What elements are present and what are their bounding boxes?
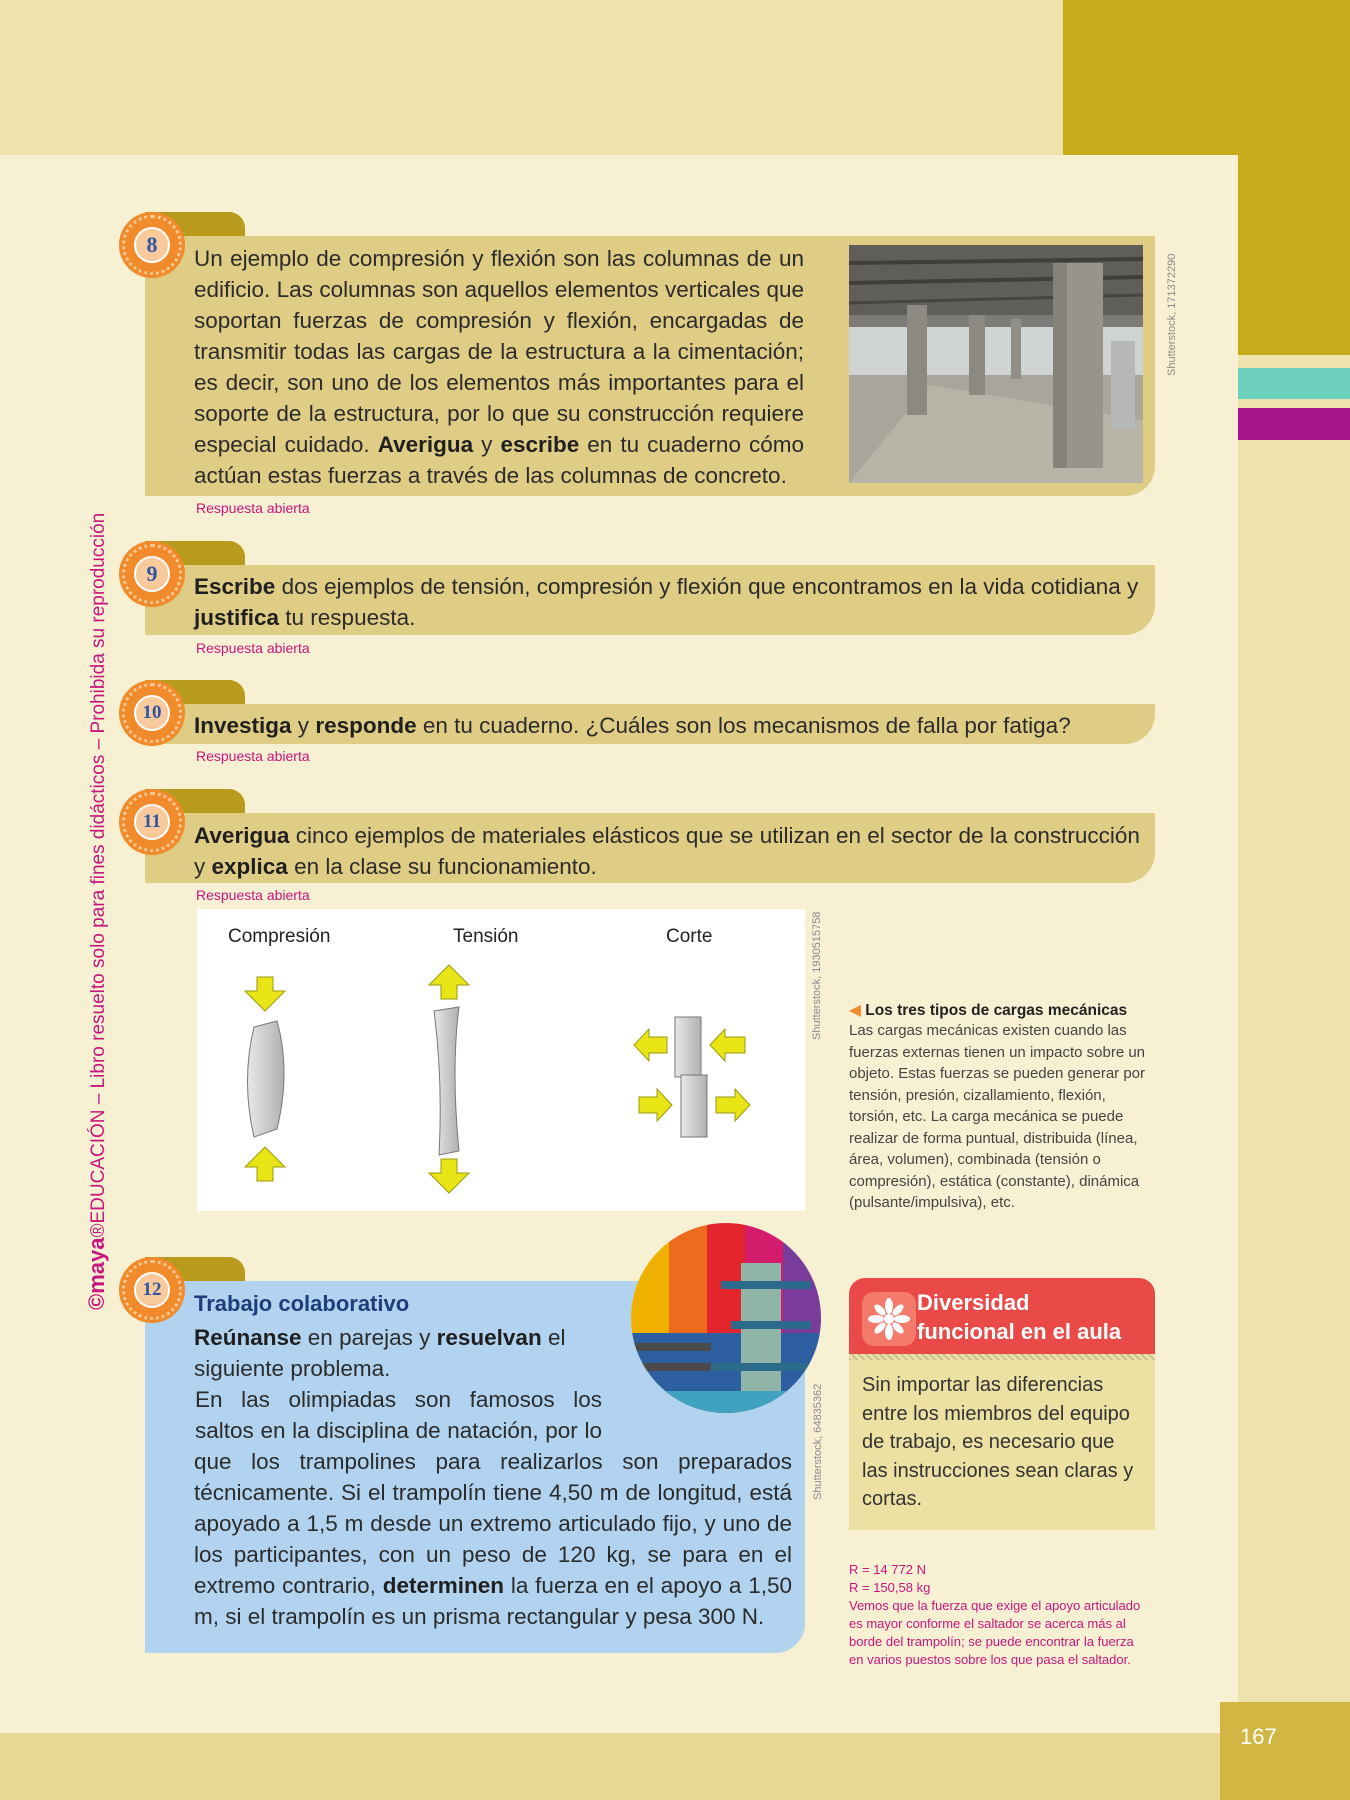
shear-block-top xyxy=(675,1017,701,1077)
q10-number: 10 xyxy=(134,695,170,731)
q10-badge xyxy=(122,683,182,743)
q9-answer: Respuesta abierta xyxy=(196,640,310,656)
flower-icon xyxy=(862,1292,916,1346)
q12-answer xyxy=(849,1561,1149,1669)
shear-block-bottom xyxy=(681,1075,707,1137)
q10-end: en tu cuaderno. ¿Cuáles son los mecanismos de falla por fatiga? xyxy=(416,713,1071,738)
q12-verb-resuelvan: resuelvan xyxy=(436,1325,542,1350)
caption-title-row xyxy=(849,1001,1149,1020)
compression-arrow-bottom xyxy=(245,1147,285,1181)
q12-verb-reunanse: Reúnanse xyxy=(194,1325,302,1350)
shear-arrow-left-bottom xyxy=(639,1089,672,1121)
q11-badge xyxy=(122,792,182,852)
q8-number: 8 xyxy=(134,227,170,263)
shear-arrow-right-bottom xyxy=(716,1089,750,1121)
q12-t1: en parejas y xyxy=(301,1325,437,1350)
q10-conj: y xyxy=(291,713,316,738)
q11-mid: cinco ejemplos de materiales elásticos que se utilizan en el sector de la construcción y xyxy=(194,823,1140,879)
q8-badge xyxy=(122,215,182,275)
diversidad-text: Sin importar las diferencias entre los miembros del equipo de trabajo, es necesario que las instrucciones sean claras y cortas. xyxy=(849,1360,1155,1530)
q11-end: en la clase su funcionamiento. xyxy=(287,854,597,879)
diagram-drawing xyxy=(197,909,805,1211)
q8-conj: y xyxy=(473,432,501,457)
q8-end: en tu cuaderno cómo actúan estas fuerzas a través de las columnas de concreto. xyxy=(194,432,804,488)
q10-answer: Respuesta abierta xyxy=(196,748,310,764)
q8-text xyxy=(194,243,804,491)
q8-intro: Un ejemplo de compresión y flexión son las columnas de un edificio. Las columnas son aquellos elementos verticales que soportan fuerzas de compresión y flexión, encargadas de transmitir todas las cargas de la estructura a la cimentación; es decir, son uno de los elementos más importantes para el soporte de la estructura, por lo que su construcción requiere especial cuidado. xyxy=(194,246,804,457)
top-right-gold-block xyxy=(1063,0,1350,155)
tension-block xyxy=(434,1007,459,1155)
q10-text xyxy=(194,710,1146,741)
caption-arrow-icon: ◀ xyxy=(849,1002,861,1019)
q11-number: 11 xyxy=(134,804,170,840)
shear-arrow-left-top xyxy=(634,1029,667,1061)
label-corte: Corte xyxy=(666,926,713,947)
q12-problem-b: la fuerza en el apoyo a 1,50 m, si el trampolín es un prisma rectangular y pesa 300 N. xyxy=(194,1573,792,1629)
q9-badge xyxy=(122,544,182,604)
diagram-caption xyxy=(849,1001,1149,1214)
diversidad-title-line1: Diversidad xyxy=(917,1290,1030,1315)
q9-end: tu respuesta. xyxy=(279,605,416,630)
copyright-text: ®EDUCACIÓN – Libro resuelto solo para fines didácticos – Prohibida su reproducción xyxy=(88,512,109,1238)
q8-answer: Respuesta abierta xyxy=(196,500,310,516)
q10-verb-responde: responde xyxy=(315,713,417,738)
diversidad-title-line2: funcional en el aula xyxy=(917,1319,1122,1344)
q12-t2: el siguiente problema. xyxy=(194,1325,566,1381)
q11-text xyxy=(194,820,1146,882)
q12-photo-credit: Shutterstock, 64835362 xyxy=(812,1383,824,1500)
copyright-side-text xyxy=(84,513,110,1310)
diversidad-header xyxy=(849,1278,1155,1358)
mechanical-loads-diagram xyxy=(197,909,805,1211)
q12-verb-determinen: determinen xyxy=(382,1573,505,1598)
q12-badge xyxy=(122,1260,182,1320)
caption-text: Las cargas mecánicas existen cuando las fuerzas externas tienen un impacto sobre un objeto. Estas fuerzas se pueden generar por tensión, presión, cizallamiento, flexión, torsión, etc. La carga mecánica se puede realizar de forma puntual, distribuida (línea, área, volumen), combinada (tensión o compresión), estática (constante), dinámica (pulsante/impulsiva), etc. xyxy=(849,1022,1146,1211)
q12-problem-a: En las olimpiadas son famosos los saltos en la disciplina de natación, por lo que los trampolines para realizarlos son preparados técnicamente. Si el trampolín tiene 4,50 m de longitud, está apoyado a 1,5 m desde un extremo articulado fijo, y uno de los participantes, con un peso de 120 kg, se para en el extremo contrario, xyxy=(194,1387,792,1598)
magenta-tab-marker xyxy=(1238,408,1350,440)
q9-verb-justifica: justifica xyxy=(194,605,280,630)
q9-text xyxy=(194,571,1146,633)
q11-verb-averigua: Averigua xyxy=(194,823,290,848)
q12-intro xyxy=(194,1322,614,1384)
q9-number: 9 xyxy=(134,556,170,592)
q10-verb-investiga: Investiga xyxy=(194,713,292,738)
answer-ry-kg: R = 150,58 kg xyxy=(849,1580,931,1595)
tension-arrow-top xyxy=(429,965,469,999)
teal-tab-marker xyxy=(1238,368,1350,399)
compression-arrow-top xyxy=(245,977,285,1011)
q12-number: 12 xyxy=(134,1272,170,1308)
q11-verb-explica: explica xyxy=(211,854,288,879)
q8-verb-averigua: Averigua xyxy=(377,432,474,457)
diagram-credit: Shutterstock, 1930515758 xyxy=(811,911,823,1040)
right-gold-strip xyxy=(1238,155,1350,355)
shear-arrow-right-top xyxy=(710,1029,745,1061)
answer-explanation: Vemos que la fuerza que exige el apoyo articulado es mayor conforme el saltador se acerca más al borde del trampolín; se puede encontrar la fuerza en varios puestos sobre los que pasa el saltador. xyxy=(849,1598,1141,1667)
page-number: 167 xyxy=(1220,1702,1350,1800)
label-compresion: Compresión xyxy=(228,926,331,947)
q9-mid: dos ejemplos de tensión, compresión y flexión que encontramos en la vida cotidiana y xyxy=(275,574,1139,599)
label-tension: Tensión xyxy=(453,926,519,947)
compression-block xyxy=(248,1021,285,1137)
tension-arrow-bottom xyxy=(429,1159,469,1193)
q12-problem xyxy=(194,1384,792,1632)
q11-answer: Respuesta abierta xyxy=(196,887,310,903)
building-columns-photo xyxy=(849,245,1143,483)
q9-verb-escribe: Escribe xyxy=(194,574,276,599)
q8-verb-escribe: escribe xyxy=(500,432,580,457)
diversidad-title xyxy=(917,1288,1121,1346)
caption-title: Los tres tipos de cargas mecánicas xyxy=(865,1002,1128,1019)
q12-title: Trabajo colaborativo xyxy=(194,1291,410,1316)
answer-ry-newtons: R = 14 772 N xyxy=(849,1562,926,1577)
diving-board-photo xyxy=(631,1223,821,1413)
q8-photo-credit: Shutterstock, 171372290 xyxy=(1166,253,1178,376)
brand-logo: ©maya xyxy=(84,1237,109,1310)
bottom-band xyxy=(0,1733,1350,1800)
